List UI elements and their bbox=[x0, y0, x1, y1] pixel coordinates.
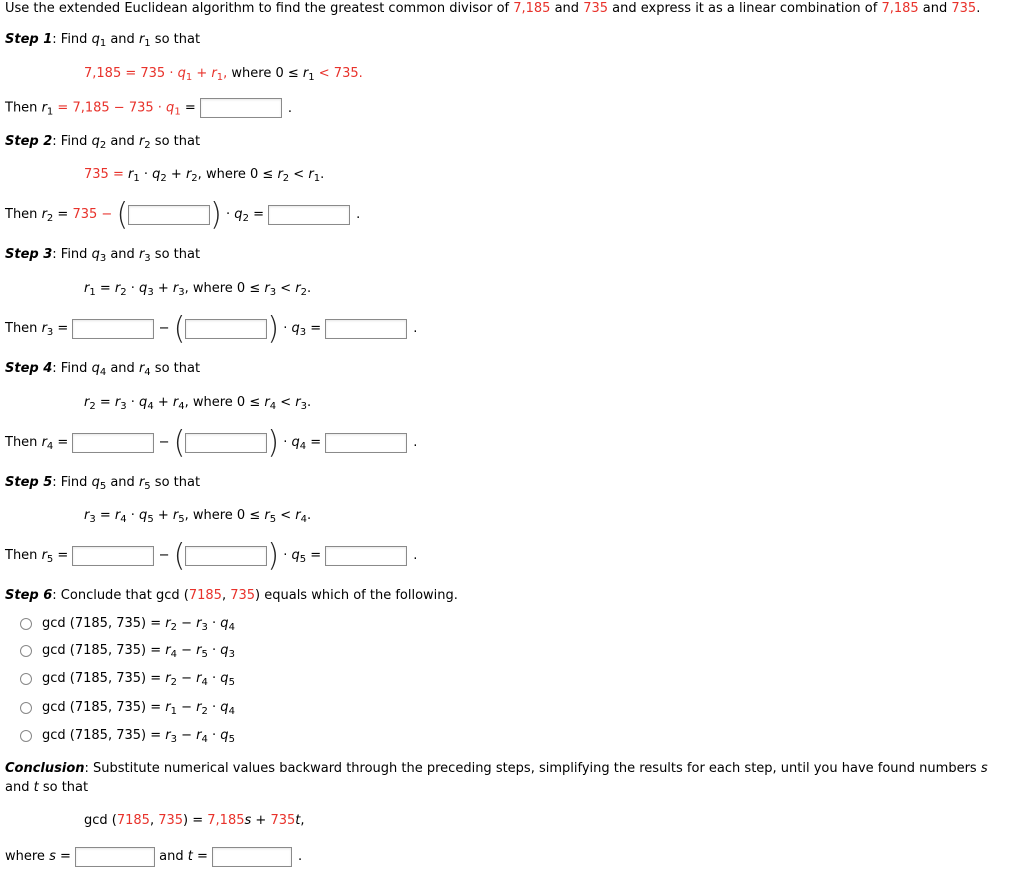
gcd-option-4[interactable]: gcd (7185, $735) = r_1 - r_2 \cdot q_4$ bbox=[20, 699, 235, 717]
conclusion-answers: where s = and t = . bbox=[5, 845, 302, 869]
s-value-input[interactable] bbox=[75, 847, 155, 867]
step5-heading: Step 5: Find $q_5$ and $r_5$ so that bbox=[5, 475, 201, 492]
step1-heading: Step 1: Find $q_1$ and $r_1$ so that bbox=[5, 32, 201, 49]
step4-equation: $r_2 = r_3 \cdot q_4 + r_4$, where $0 \le r_4 < r_3$. bbox=[84, 395, 312, 412]
step3-equation: $r_1 = r_2 \cdot q_3 + r_3$, where $0 \le r_3 < r_2$. bbox=[84, 281, 312, 298]
step4-heading: Step 4: Find $q_4$ and $r_4$ so that bbox=[5, 361, 201, 378]
step3-then: Then $r_3$ = − ( ) · $q_3$ = . bbox=[5, 309, 418, 347]
r2-answer-input[interactable] bbox=[268, 205, 350, 225]
radio-option-5[interactable] bbox=[20, 730, 32, 742]
radio-option-1[interactable] bbox=[20, 618, 32, 630]
r3-term-a-input[interactable] bbox=[72, 319, 154, 339]
r1-value-input[interactable] bbox=[128, 205, 210, 225]
step2-then: Then $r_2 = 735$ − ( ) · $q_2$ = . bbox=[5, 195, 361, 233]
intro-text: Use the extended Euclidean algorithm to find the greatest common divisor of 7,185 and 735 and express it as a linear combination of 7,185 and 735. bbox=[5, 1, 981, 16]
radio-option-4[interactable] bbox=[20, 702, 32, 714]
step5-then: Then $r_5$ = − ( ) · $q_5$ = . bbox=[5, 536, 418, 574]
gcd-option-3[interactable]: gcd (7185, $735) = r_2 - r_4 \cdot q_5$ bbox=[20, 670, 235, 688]
r3-term-b-input[interactable] bbox=[185, 319, 267, 339]
r5-answer-input[interactable] bbox=[325, 546, 407, 566]
step3-heading: Step 3: Find $q_3$ and $r_3$ so that bbox=[5, 247, 201, 264]
step6-heading: Step 6: Conclude that gcd (7185, 735) equals which of the following. bbox=[5, 588, 458, 603]
step4-then: Then $r_4$ = − ( ) · $q_4$ = . bbox=[5, 423, 418, 461]
conclusion-equation: gcd (7185, 735) = 7,185s + 735t, bbox=[84, 813, 305, 828]
r3-answer-input[interactable] bbox=[325, 319, 407, 339]
t-value-input[interactable] bbox=[212, 847, 292, 867]
gcd-option-2[interactable]: gcd (7185, $735) = r_4 - r_5 \cdot q_3$ bbox=[20, 642, 235, 660]
gcd-option-5[interactable]: gcd (7185, $735) = r_3 - r_4 \cdot q_5$ bbox=[20, 727, 235, 745]
r4-term-b-input[interactable] bbox=[185, 433, 267, 453]
r1-answer-input[interactable] bbox=[200, 98, 282, 118]
r4-term-a-input[interactable] bbox=[72, 433, 154, 453]
step1-equation: $7,185 = 735 \cdot q_1 + r_1$, where $0 \le r_1 < 735$. bbox=[84, 66, 363, 83]
step1-then: Then $r_1 = 7,185 - 735 \cdot q_1$ = . bbox=[5, 98, 292, 118]
r4-answer-input[interactable] bbox=[325, 433, 407, 453]
radio-option-2[interactable] bbox=[20, 645, 32, 657]
step2-heading: Step 2: Find $q_2$ and $r_2$ so that bbox=[5, 134, 201, 151]
r5-term-a-input[interactable] bbox=[72, 546, 154, 566]
radio-option-3[interactable] bbox=[20, 673, 32, 685]
conclusion-text: Conclusion: Substitute numerical values backward through the preceding steps, simplifying the results for each step, until you have found numbers s bbox=[5, 761, 988, 776]
step2-equation: $735 = r_1 \cdot q_2 + r_2$, where $0 \le r_2 < r_1$. bbox=[84, 167, 325, 184]
conclusion-text-2: and t so that bbox=[5, 780, 89, 795]
step5-equation: $r_3 = r_4 \cdot q_5 + r_5$, where $0 \le r_5 < r_4$. bbox=[84, 508, 312, 525]
r5-term-b-input[interactable] bbox=[185, 546, 267, 566]
gcd-option-1[interactable]: gcd (7185, $735) = r_2 - r_3 \cdot q_4$ bbox=[20, 615, 235, 633]
